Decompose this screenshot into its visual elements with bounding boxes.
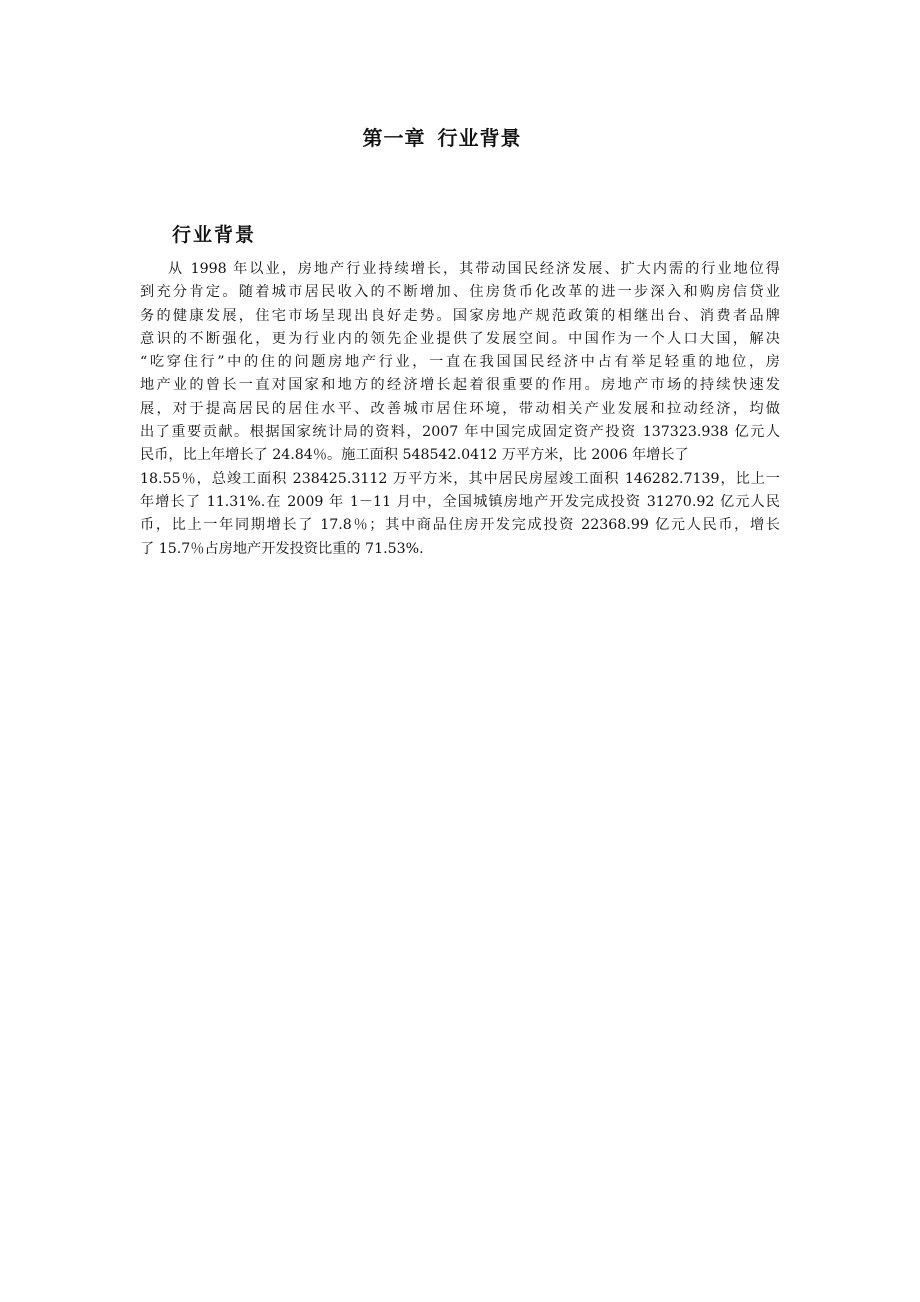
chapter-title <box>0 122 884 151</box>
paragraph-line: 务的健康发展，住宅市场呈现出良好走势。国家房地产规范政策的相继出台、消费者品牌 <box>140 307 780 324</box>
paragraph-line: 年增长了 11.31%.在 2009 年 1－11 月中，全国城镇房地产开发完成投资 31270.92 亿元人民 <box>140 493 780 510</box>
chapter-number: 第一章 <box>362 126 426 150</box>
paragraph-line: 意识的不断强化，更为行业内的领先企业提供了发展空间。中国作为一个人口大国，解决 <box>140 330 780 347</box>
paragraph-line: 展，对于提高居民的居住水平、改善城市居住环境，带动相关产业发展和拉动经济，均做 <box>140 400 780 417</box>
chapter-name: 行业背景 <box>437 126 522 150</box>
paragraph-line: 从 1998 年以业，房地产行业持续增长，其带动国民经济发展、扩大内需的行业地位得 <box>168 261 780 277</box>
paragraph-line: 币，比上一年同期增长了 17.8％；其中商品住房开发完成投资 22368.99 亿元人民币，增长 <box>140 517 780 534</box>
body-paragraph <box>140 258 780 561</box>
paragraph-line: 到充分肯定。随着城市居民收入的不断增加、住房货币化改革的进一步深入和购房信贷业 <box>140 284 780 301</box>
section-title: 行业背景 <box>172 224 257 246</box>
paragraph-line: 地产业的曾长一直对国家和地方的经济增长起着很重要的作用。房地产市场的持续快速发 <box>140 377 780 394</box>
paragraph-line: “吃穿住行”中的住的问题房地产行业，一直在我国国民经济中占有举足轻重的地位，房 <box>140 354 780 371</box>
paragraph-line: 18.55％，总竣工面积 238425.3112 万平方米，其中居民房屋竣工面积 146282.7139，比上一 <box>140 470 780 487</box>
paragraph-line: 民币，比上年增长了 24.84％。施工面积 548542.0412 万平方米，比 2006 年增长了 <box>140 447 689 464</box>
paragraph-line: 了 15.7％占房地产开发投资比重的 71.53%. <box>140 540 424 557</box>
paragraph-line: 出了重要贡献。根据国家统计局的资料，2007 年中国完成固定资产投资 137323.938 亿元人 <box>140 424 780 441</box>
